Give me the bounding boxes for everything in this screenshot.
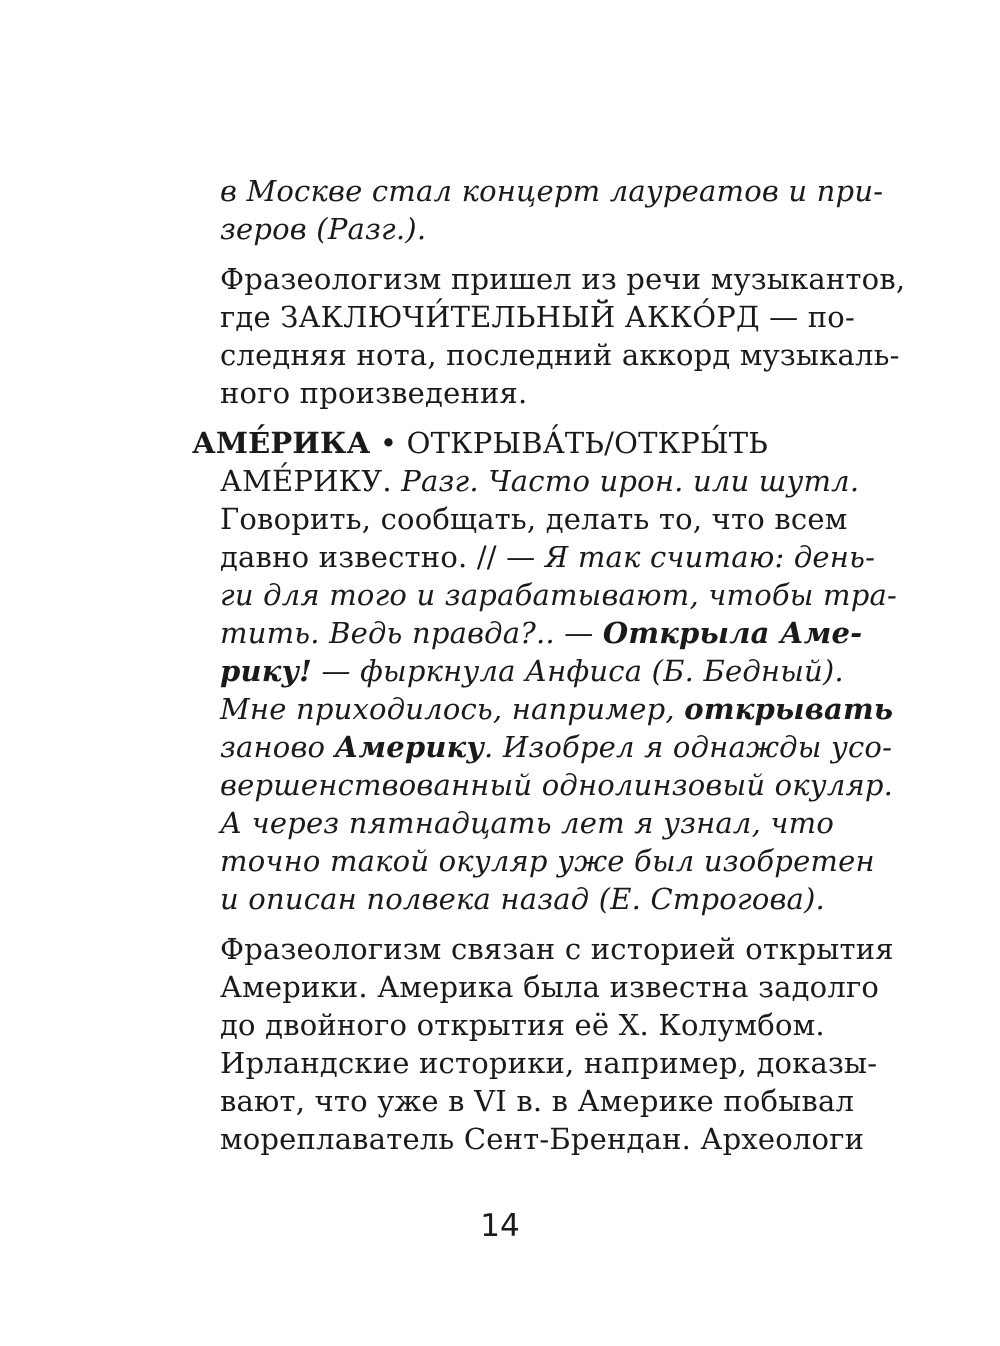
- example-line: [220, 728, 892, 766]
- example-text: . Изобрел я однажды усо-: [484, 730, 893, 764]
- idiom-title: АМЕ́РИКУ.: [220, 464, 392, 498]
- entry-header-line: [192, 424, 768, 462]
- example-line: вершенствованный однолинзовый окуляр.: [220, 768, 894, 802]
- etymology-line: Фразеологизм связан с историей открытия: [220, 932, 894, 966]
- example-line: в Москве стал концерт лауреатов и при-: [220, 174, 884, 208]
- entry-header-line: [220, 462, 859, 500]
- example-line: точно такой окуляр уже был изобретен: [220, 844, 875, 878]
- etymology-line: Америки. Америка была известна задолго: [220, 970, 879, 1004]
- idiom-in-example: открывать: [684, 692, 894, 726]
- idiom-in-example: Открыла Аме-: [602, 616, 863, 650]
- example-line: [220, 690, 893, 728]
- idiom-title: ОТКРЫВА́ТЬ/ОТКРЫ́ТЬ: [406, 426, 769, 460]
- definition-line: [220, 538, 875, 576]
- etymology-line: следняя нота, последний аккорд музыкаль-: [220, 338, 900, 372]
- etymology-line: [220, 298, 855, 336]
- idiom-in-example: Америку: [334, 730, 484, 764]
- bullet: •: [379, 426, 398, 460]
- example-text: заново: [220, 730, 335, 764]
- etymology-line: Ирландские историки, например, доказы-: [220, 1046, 878, 1080]
- text-span: где: [220, 300, 281, 334]
- example-line: [220, 652, 844, 690]
- example-line: ги для того и зарабатывают, чтобы тра-: [220, 578, 897, 612]
- etymology-line: ного произведения.: [220, 376, 528, 410]
- page-number: 14: [480, 1208, 520, 1244]
- etymology-line: вают, что уже в VI в. в Америке побывал: [220, 1084, 855, 1118]
- idiom-term: ЗАКЛЮЧИ́ТЕЛЬНЫЙ АККО́РД: [280, 300, 760, 334]
- idiom-in-example: рику!: [220, 654, 313, 688]
- etymology-line: мореплаватель Сент-Брендан. Археологи: [220, 1122, 865, 1156]
- headword: АМЕ́РИКА: [192, 426, 371, 460]
- definition-text: давно известно.: [220, 540, 468, 574]
- example-line: А через пятнадцать лет я узнал, что: [220, 806, 835, 840]
- definition-line: Говорить, сообщать, делать то, что всем: [220, 502, 848, 536]
- usage-labels: Разг. Часто ирон. или шутл.: [401, 464, 860, 498]
- example-text: Я так считаю: день-: [544, 540, 876, 574]
- example-text: Мне приходилось, например,: [220, 692, 685, 726]
- etymology-line: до двойного открытия её Х. Колумбом.: [220, 1008, 825, 1042]
- example-separator: // —: [467, 540, 545, 574]
- text-span: — по-: [759, 300, 855, 334]
- example-text: тить. Ведь правда?.. —: [220, 616, 603, 650]
- example-text: — фыркнула Анфиса (Б. Бедный).: [312, 654, 844, 688]
- etymology-line: Фразеологизм пришел из речи музыкантов,: [220, 262, 906, 296]
- example-line: [220, 614, 862, 652]
- example-line: и описан полвека назад (Е. Строгова).: [220, 882, 825, 916]
- example-line: зеров (Разг.).: [220, 212, 427, 246]
